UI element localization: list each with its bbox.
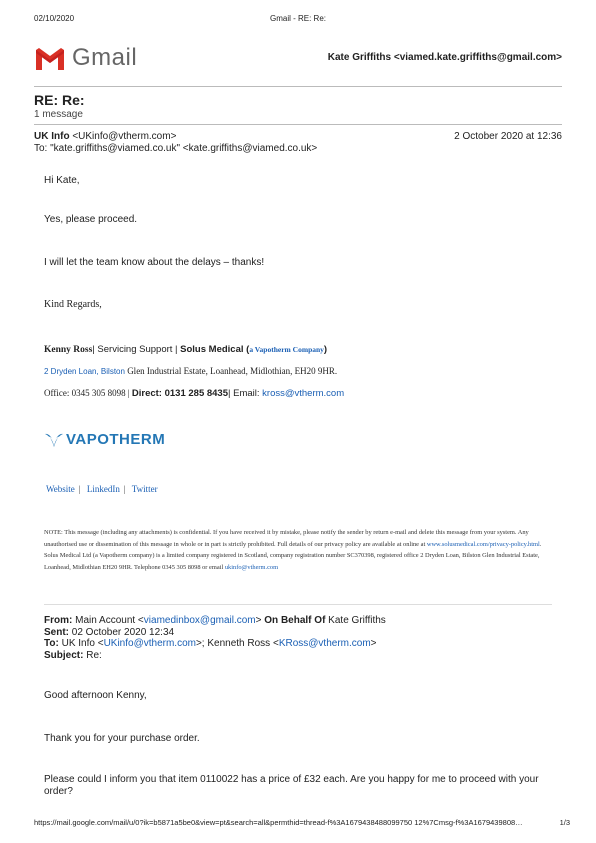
body-line: Yes, please proceed. [44,214,138,225]
print-url: https://mail.google.com/mail/u/0?ik=b5871a5be0&view=pt&search=all&permthid=thread-f%3A1679438488099750 12%7Cmsg-f%3A1679439808… [34,818,523,827]
vapotherm-logo-text: VAPOTHERM [66,431,166,448]
print-date: 02/10/2020 [34,14,75,23]
from-email-link[interactable]: viamedinbox@gmail.com [143,615,256,626]
divider [34,86,562,87]
signature-phone [44,388,344,399]
print-title: Gmail - RE: Re: [269,14,326,23]
from-close: > [255,615,265,626]
quoted-sent [44,627,386,639]
gmail-logo[interactable] [34,44,174,74]
note-text: NOTE: This message (including any attachments) is confidential. If you have received it by mistake, please notify the sender by return e-mail and delete this message from your system. Any unauthorised use or dissemination of this message in whole or in part is strictly prohibited. Full details of our privacy policy are available at online at [44,529,529,548]
separator: | [78,484,81,494]
office-phone: Office: 0345 305 8098 | [44,388,132,398]
email-label: | Email: [228,388,263,399]
body-greeting: Hi Kate, [44,175,80,186]
to-name: UK Info < [58,638,104,649]
body-line: I will let the team know about the delays – thanks! [44,257,265,268]
ukinfo-link[interactable]: UKinfo@vtherm.com [103,638,196,649]
message-count: 1 message [34,109,83,120]
signature-name: Kenny Ross [44,345,93,355]
quoted-line: Thank you for your purchase order. [44,733,200,744]
direct-phone: Direct: 0131 285 8435 [131,388,229,399]
divider [44,604,552,605]
thread-subject: RE: Re: [34,92,85,108]
note-text: . Solus Medical Ltd (a Vapotherm company) is a limited company registered in Scotland, company registration number SC370398, registered office 2 Dryden Loan, Bilston Glen Industrial Estate, Loanhead, Midlothian EH20 9HR. Telephone 0345 305 8098 or email [44,540,542,571]
kross-link[interactable]: KRoss@vtherm.com [278,638,371,649]
account-name: Kate Griffiths <viamed.kate.griffiths@gmail.com> [327,52,562,63]
question-line: Please could I inform you that item 0110022 has a price of £32 each. Are you happy for me to proceed with your [44,774,539,785]
vapotherm-logo [44,430,184,450]
to-label: To: [44,638,59,649]
website-link[interactable]: Website [46,484,75,494]
social-links [46,484,162,494]
quoted-to [44,638,386,650]
signature-role: | Servicing Support | [92,344,181,355]
divider [34,124,562,125]
confidentiality-note [44,527,556,573]
twitter-link[interactable]: Twitter [131,484,158,494]
address-link[interactable]: 2 Dryden Loan, Bilston [44,367,125,376]
privacy-policy-link[interactable]: www.solusmedical.com/privacy-policy.html [426,540,540,548]
quoted-question [44,774,539,798]
company-link[interactable]: a Vapotherm Company [249,345,324,354]
linkedin-link[interactable]: LinkedIn [86,484,120,494]
quoted-from [44,615,386,627]
to-close: > [370,638,377,649]
signature-paren: ) [323,344,328,355]
from-label: From: [44,615,73,626]
message-sender [34,131,176,142]
behalf-label: On Behalf Of [264,615,326,626]
vapotherm-wing-icon [44,432,64,448]
quoted-greeting: Good afternoon Kenny, [44,690,147,701]
gmail-logo-text: Gmail [72,44,138,71]
sent-label: Sent: [44,626,69,638]
behalf-name: Kate Griffiths [325,615,386,626]
separator: | [123,484,126,494]
signature-company: Solus Medical ( [180,344,250,355]
question-line: order? [44,786,73,797]
quoted-header [44,615,386,661]
signature-email-link[interactable]: kross@vtherm.com [262,388,345,399]
body-closing: Kind Regards, [44,299,102,310]
address-text: Glen Industrial Estate, Loanhead, Midlothian, EH20 9HR. [124,366,338,376]
subject-label: Subject: [44,649,84,661]
quoted-subject [44,650,386,662]
subject-value: Re: [83,649,102,661]
gmail-m-icon [34,46,66,72]
message-recipients: To: "kate.griffiths@viamed.co.uk" <kate.griffiths@viamed.co.uk> [34,143,318,154]
signature-address [44,366,337,377]
sender-name: UK Info [34,131,70,142]
page-number: 1/3 [559,818,570,827]
signature-line [44,344,327,355]
to-name: >; Kenneth Ross < [195,638,279,649]
sent-value: 02 October 2020 12:34 [69,626,175,638]
message-date: 2 October 2020 at 12:36 [454,131,562,142]
from-name: Main Account < [72,615,144,626]
sender-email: <UKinfo@vtherm.com> [72,131,177,142]
ukinfo-email-link[interactable]: ukinfo@vtherm.com [224,563,279,571]
